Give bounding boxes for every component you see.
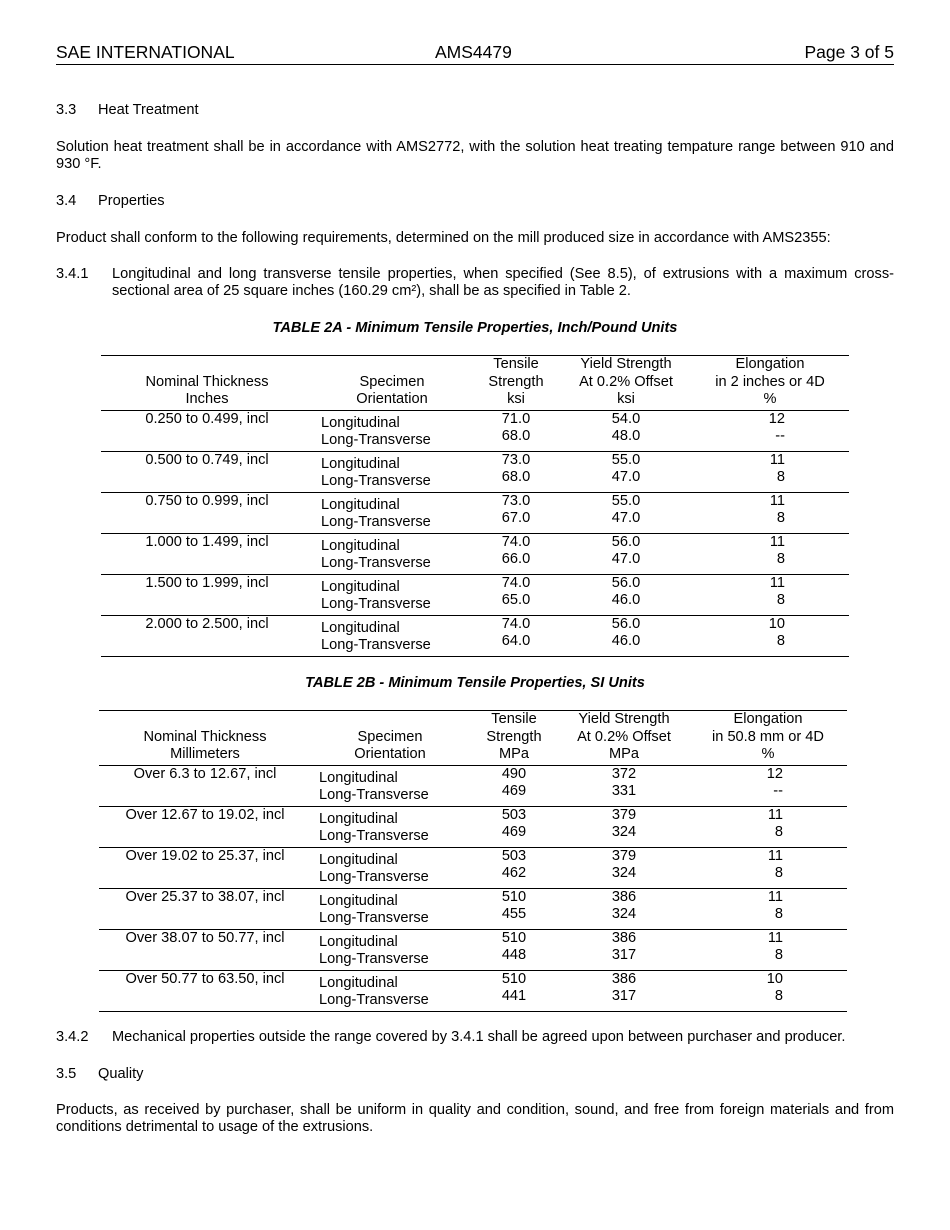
cell-value: 441 xyxy=(501,988,527,1004)
cell-thickness xyxy=(99,847,311,888)
table-row xyxy=(101,615,849,656)
cell-value: 11 xyxy=(769,574,785,591)
section-3-4-text: Product shall conform to the following requirements, determined on the mill produced size in accordance with AMS2355: xyxy=(56,230,831,246)
header-orientation xyxy=(313,356,471,411)
cell-value: 8 xyxy=(776,510,785,526)
cell-yield xyxy=(559,765,689,806)
section-text: Longitudinal and long transverse tensile properties, when specified (See 8.5), of extrusions with a maximum cross-sectional area of 25 square inches (160.29 cm²), shall be as specified in Table 2. xyxy=(112,266,894,299)
cell-value: 56.0 xyxy=(611,533,641,550)
cell-yield xyxy=(559,929,689,970)
table-row xyxy=(99,970,847,1011)
cell-tensile xyxy=(471,574,561,615)
cell-value: Long-Transverse xyxy=(321,637,431,653)
section-text: Mechanical properties outside the range covered by 3.4.1 shall be agreed upon between purchaser and producer. xyxy=(112,1029,846,1045)
header-line: % xyxy=(761,746,775,762)
cell-elongation xyxy=(691,410,849,451)
cell-thickness xyxy=(99,888,311,929)
section-title: Properties xyxy=(98,193,165,209)
cell-value: Longitudinal xyxy=(319,810,398,827)
cell-elongation xyxy=(689,888,847,929)
table-row xyxy=(99,929,847,970)
cell-value: Longitudinal xyxy=(319,769,398,786)
header-line: Strength xyxy=(488,373,544,390)
header-line: % xyxy=(763,391,777,407)
cell-value: 8 xyxy=(776,592,785,608)
cell-value: 46.0 xyxy=(611,592,641,608)
cell-value: -- xyxy=(773,783,783,799)
cell-orientation xyxy=(311,970,469,1011)
cell-value: 11 xyxy=(767,806,783,823)
cell-tensile xyxy=(469,888,559,929)
cell-yield xyxy=(561,574,691,615)
cell-value: Longitudinal xyxy=(321,455,400,472)
table-row xyxy=(101,451,849,492)
header-line: Millimeters xyxy=(170,746,240,762)
header-yield xyxy=(559,711,689,766)
cell-orientation xyxy=(311,847,469,888)
header-line: Tensile xyxy=(491,711,537,727)
cell-value: 47.0 xyxy=(611,551,641,567)
cell-value: 74.0 xyxy=(501,574,531,591)
cell-value: Longitudinal xyxy=(319,892,398,909)
cell-elongation xyxy=(691,615,849,656)
cell-value: 462 xyxy=(501,865,527,881)
table-row xyxy=(101,533,849,574)
table-header xyxy=(99,711,847,766)
cell-value: 56.0 xyxy=(611,615,641,632)
cell-orientation xyxy=(311,888,469,929)
cell-value: 10 xyxy=(768,615,785,632)
cell-value: 8 xyxy=(774,865,783,881)
cell-value: 8 xyxy=(774,906,783,922)
cell-value: 503 xyxy=(501,806,527,823)
cell-value: Over 6.3 to 12.67, incl xyxy=(133,765,277,782)
cell-yield xyxy=(559,847,689,888)
table-2a xyxy=(101,355,849,657)
cell-value: 66.0 xyxy=(501,551,531,567)
section-3-4-heading xyxy=(56,193,894,211)
cell-tensile xyxy=(471,410,561,451)
table-2a-title: TABLE 2A - Minimum Tensile Properties, Inch/Pound Units xyxy=(272,320,678,336)
cell-value: 74.0 xyxy=(501,533,531,550)
cell-orientation xyxy=(313,410,471,451)
cell-value: 10 xyxy=(766,970,783,987)
cell-thickness xyxy=(101,451,313,492)
cell-value: 12 xyxy=(768,410,785,427)
section-title: Heat Treatment xyxy=(98,102,199,118)
cell-value: Long-Transverse xyxy=(319,951,429,967)
cell-elongation xyxy=(691,533,849,574)
cell-value: 11 xyxy=(767,847,783,864)
cell-value: 48.0 xyxy=(611,428,641,444)
cell-value: 490 xyxy=(501,765,527,782)
header-line: Inches xyxy=(185,391,229,407)
header-line: Yield Strength xyxy=(580,356,672,372)
table-row xyxy=(101,492,849,533)
cell-elongation xyxy=(691,574,849,615)
cell-value: 317 xyxy=(611,988,637,1004)
table-row xyxy=(99,888,847,929)
cell-tensile xyxy=(471,615,561,656)
cell-thickness xyxy=(101,492,313,533)
header-line: Specimen xyxy=(357,728,423,745)
cell-value: 55.0 xyxy=(611,451,641,468)
cell-value: -- xyxy=(775,428,785,444)
cell-orientation xyxy=(311,929,469,970)
cell-value: Long-Transverse xyxy=(319,828,429,844)
cell-value: 11 xyxy=(769,492,785,509)
cell-value: 55.0 xyxy=(611,492,641,509)
cell-orientation xyxy=(313,533,471,574)
cell-orientation xyxy=(313,451,471,492)
cell-thickness xyxy=(99,765,311,806)
header-line: Specimen xyxy=(359,373,425,390)
cell-value: 56.0 xyxy=(611,574,641,591)
cell-thickness xyxy=(101,410,313,451)
cell-yield xyxy=(561,492,691,533)
cell-value: 2.000 to 2.500, incl xyxy=(145,615,269,632)
header-line: MPa xyxy=(608,746,639,762)
header-line: ksi xyxy=(507,391,525,407)
cell-elongation xyxy=(691,451,849,492)
cell-value: 12 xyxy=(766,765,783,782)
section-number: 3.4.1 xyxy=(56,266,89,282)
header-line: At 0.2% Offset xyxy=(577,728,671,745)
cell-tensile xyxy=(469,970,559,1011)
cell-value: 68.0 xyxy=(501,428,531,444)
cell-orientation xyxy=(313,492,471,533)
cell-value: Long-Transverse xyxy=(321,596,431,612)
cell-value: 510 xyxy=(501,929,527,946)
cell-elongation xyxy=(689,970,847,1011)
page-header xyxy=(56,44,894,65)
cell-thickness xyxy=(99,806,311,847)
cell-value: 8 xyxy=(774,824,783,840)
cell-value: 324 xyxy=(611,906,637,922)
header-line: At 0.2% Offset xyxy=(579,373,673,390)
cell-value: 0.750 to 0.999, incl xyxy=(145,492,269,509)
header-line: Elongation xyxy=(735,356,805,372)
header-elongation xyxy=(689,711,847,766)
header-org: SAE INTERNATIONAL xyxy=(56,42,235,62)
cell-value: Longitudinal xyxy=(321,578,400,595)
cell-value: Over 12.67 to 19.02, incl xyxy=(125,806,285,823)
section-title: Quality xyxy=(98,1066,144,1082)
cell-tensile xyxy=(469,806,559,847)
cell-yield xyxy=(561,615,691,656)
cell-value: 386 xyxy=(611,929,637,946)
cell-tensile xyxy=(469,847,559,888)
section-3-5-heading xyxy=(56,1066,894,1084)
header-page-number: Page 3 of 5 xyxy=(804,42,894,62)
cell-value: Long-Transverse xyxy=(319,869,429,885)
cell-thickness xyxy=(99,929,311,970)
cell-value: Long-Transverse xyxy=(321,555,431,571)
cell-value: 73.0 xyxy=(501,492,531,509)
cell-value: 8 xyxy=(776,469,785,485)
table-row xyxy=(99,847,847,888)
cell-elongation xyxy=(689,765,847,806)
cell-value: 379 xyxy=(611,847,637,864)
cell-value: 448 xyxy=(501,947,527,963)
cell-value: 8 xyxy=(774,947,783,963)
header-line: Nominal Thickness xyxy=(143,728,267,745)
cell-value: Over 19.02 to 25.37, incl xyxy=(125,847,285,864)
table-header xyxy=(101,356,849,411)
cell-value: Long-Transverse xyxy=(321,473,431,489)
section-number: 3.4.2 xyxy=(56,1029,89,1045)
cell-value: 372 xyxy=(611,765,637,782)
header-thickness xyxy=(101,356,313,411)
cell-value: 510 xyxy=(501,970,527,987)
cell-value: 46.0 xyxy=(611,633,641,649)
table-row xyxy=(99,765,847,806)
cell-value: 71.0 xyxy=(501,410,531,427)
cell-value: Long-Transverse xyxy=(319,910,429,926)
cell-value: 324 xyxy=(611,824,637,840)
cell-tensile xyxy=(471,451,561,492)
cell-value: Long-Transverse xyxy=(319,787,429,803)
cell-value: 324 xyxy=(611,865,637,881)
cell-value: 47.0 xyxy=(611,510,641,526)
section-number: 3.4 xyxy=(56,193,77,209)
cell-thickness xyxy=(101,615,313,656)
cell-value: 469 xyxy=(501,783,527,799)
cell-value: 65.0 xyxy=(501,592,531,608)
cell-yield xyxy=(561,451,691,492)
header-line: in 50.8 mm or 4D xyxy=(712,728,824,745)
cell-value: 379 xyxy=(611,806,637,823)
section-3-3-text: Solution heat treatment shall be in accordance with AMS2772, with the solution heat treating tempature range between 910 and 930 °F. xyxy=(56,139,894,172)
cell-thickness xyxy=(99,970,311,1011)
header-doc-number: AMS4479 xyxy=(435,42,512,62)
cell-elongation xyxy=(689,847,847,888)
cell-value: 317 xyxy=(611,947,637,963)
header-line: Yield Strength xyxy=(578,711,670,727)
header-yield xyxy=(561,356,691,411)
cell-value: 54.0 xyxy=(611,410,641,427)
cell-yield xyxy=(561,533,691,574)
cell-value: 386 xyxy=(611,888,637,905)
header-line: Orientation xyxy=(354,746,426,762)
section-number: 3.3 xyxy=(56,102,77,118)
cell-elongation xyxy=(689,929,847,970)
cell-value: Over 50.77 to 63.50, incl xyxy=(125,970,285,987)
cell-value: 510 xyxy=(501,888,527,905)
cell-value: 74.0 xyxy=(501,615,531,632)
cell-value: 455 xyxy=(501,906,527,922)
cell-value: 73.0 xyxy=(501,451,531,468)
header-tensile xyxy=(471,356,561,411)
header-line: Elongation xyxy=(733,711,803,727)
cell-tensile xyxy=(469,765,559,806)
cell-value: Long-Transverse xyxy=(321,432,431,448)
table-2b-title: TABLE 2B - Minimum Tensile Properties, SI Units xyxy=(305,675,645,691)
cell-orientation xyxy=(311,765,469,806)
header-line: in 2 inches or 4D xyxy=(715,373,825,390)
section-3-4-1 xyxy=(56,266,894,302)
cell-yield xyxy=(559,888,689,929)
header-orientation xyxy=(311,711,469,766)
cell-value: 11 xyxy=(767,888,783,905)
cell-value: 1.000 to 1.499, incl xyxy=(145,533,269,550)
table-row xyxy=(99,806,847,847)
cell-tensile xyxy=(471,533,561,574)
header-line: Strength xyxy=(486,728,542,745)
table-row xyxy=(101,574,849,615)
cell-value: Longitudinal xyxy=(319,851,398,868)
cell-value: 503 xyxy=(501,847,527,864)
header-elongation xyxy=(691,356,849,411)
cell-value: 47.0 xyxy=(611,469,641,485)
cell-value: Over 25.37 to 38.07, incl xyxy=(125,888,285,905)
cell-orientation xyxy=(313,615,471,656)
cell-value: Longitudinal xyxy=(321,496,400,513)
header-line: ksi xyxy=(617,391,635,407)
table-row xyxy=(101,410,849,451)
cell-tensile xyxy=(471,492,561,533)
cell-elongation xyxy=(689,806,847,847)
cell-yield xyxy=(561,410,691,451)
section-number: 3.5 xyxy=(56,1066,77,1082)
cell-value: 331 xyxy=(611,783,637,799)
header-line: Orientation xyxy=(356,391,428,407)
header-line: Nominal Thickness xyxy=(145,373,269,390)
cell-orientation xyxy=(311,806,469,847)
section-3-4-2 xyxy=(56,1029,894,1047)
cell-value: Long-Transverse xyxy=(321,514,431,530)
cell-value: Longitudinal xyxy=(319,933,398,950)
cell-orientation xyxy=(313,574,471,615)
cell-value: 0.250 to 0.499, incl xyxy=(145,410,269,427)
table-2b xyxy=(99,710,847,1012)
section-3-5-text: Products, as received by purchaser, shall be uniform in quality and condition, sound, and free from foreign materials and from conditions detrimental to usage of the extrusions. xyxy=(56,1102,894,1135)
cell-value: 8 xyxy=(776,551,785,567)
cell-value: 11 xyxy=(767,929,783,946)
cell-elongation xyxy=(691,492,849,533)
cell-thickness xyxy=(101,533,313,574)
cell-thickness xyxy=(101,574,313,615)
cell-value: 0.500 to 0.749, incl xyxy=(145,451,269,468)
cell-value: Over 38.07 to 50.77, incl xyxy=(125,929,285,946)
section-3-3-heading xyxy=(56,102,894,120)
cell-value: 11 xyxy=(769,533,785,550)
cell-value: 1.500 to 1.999, incl xyxy=(145,574,269,591)
cell-value: 386 xyxy=(611,970,637,987)
cell-tensile xyxy=(469,929,559,970)
cell-value: 8 xyxy=(774,988,783,1004)
cell-value: Long-Transverse xyxy=(319,992,429,1008)
cell-yield xyxy=(559,806,689,847)
header-thickness xyxy=(99,711,311,766)
cell-value: 469 xyxy=(501,824,527,840)
cell-value: Longitudinal xyxy=(321,537,400,554)
cell-value: Longitudinal xyxy=(321,619,400,636)
header-line: MPa xyxy=(498,746,529,762)
cell-value: 64.0 xyxy=(501,633,531,649)
header-line: Tensile xyxy=(493,356,539,372)
cell-yield xyxy=(559,970,689,1011)
header-tensile xyxy=(469,711,559,766)
cell-value: 11 xyxy=(769,451,785,468)
cell-value: 68.0 xyxy=(501,469,531,485)
cell-value: 8 xyxy=(776,633,785,649)
cell-value: 67.0 xyxy=(501,510,531,526)
cell-value: Longitudinal xyxy=(319,974,398,991)
cell-value: Longitudinal xyxy=(321,414,400,431)
